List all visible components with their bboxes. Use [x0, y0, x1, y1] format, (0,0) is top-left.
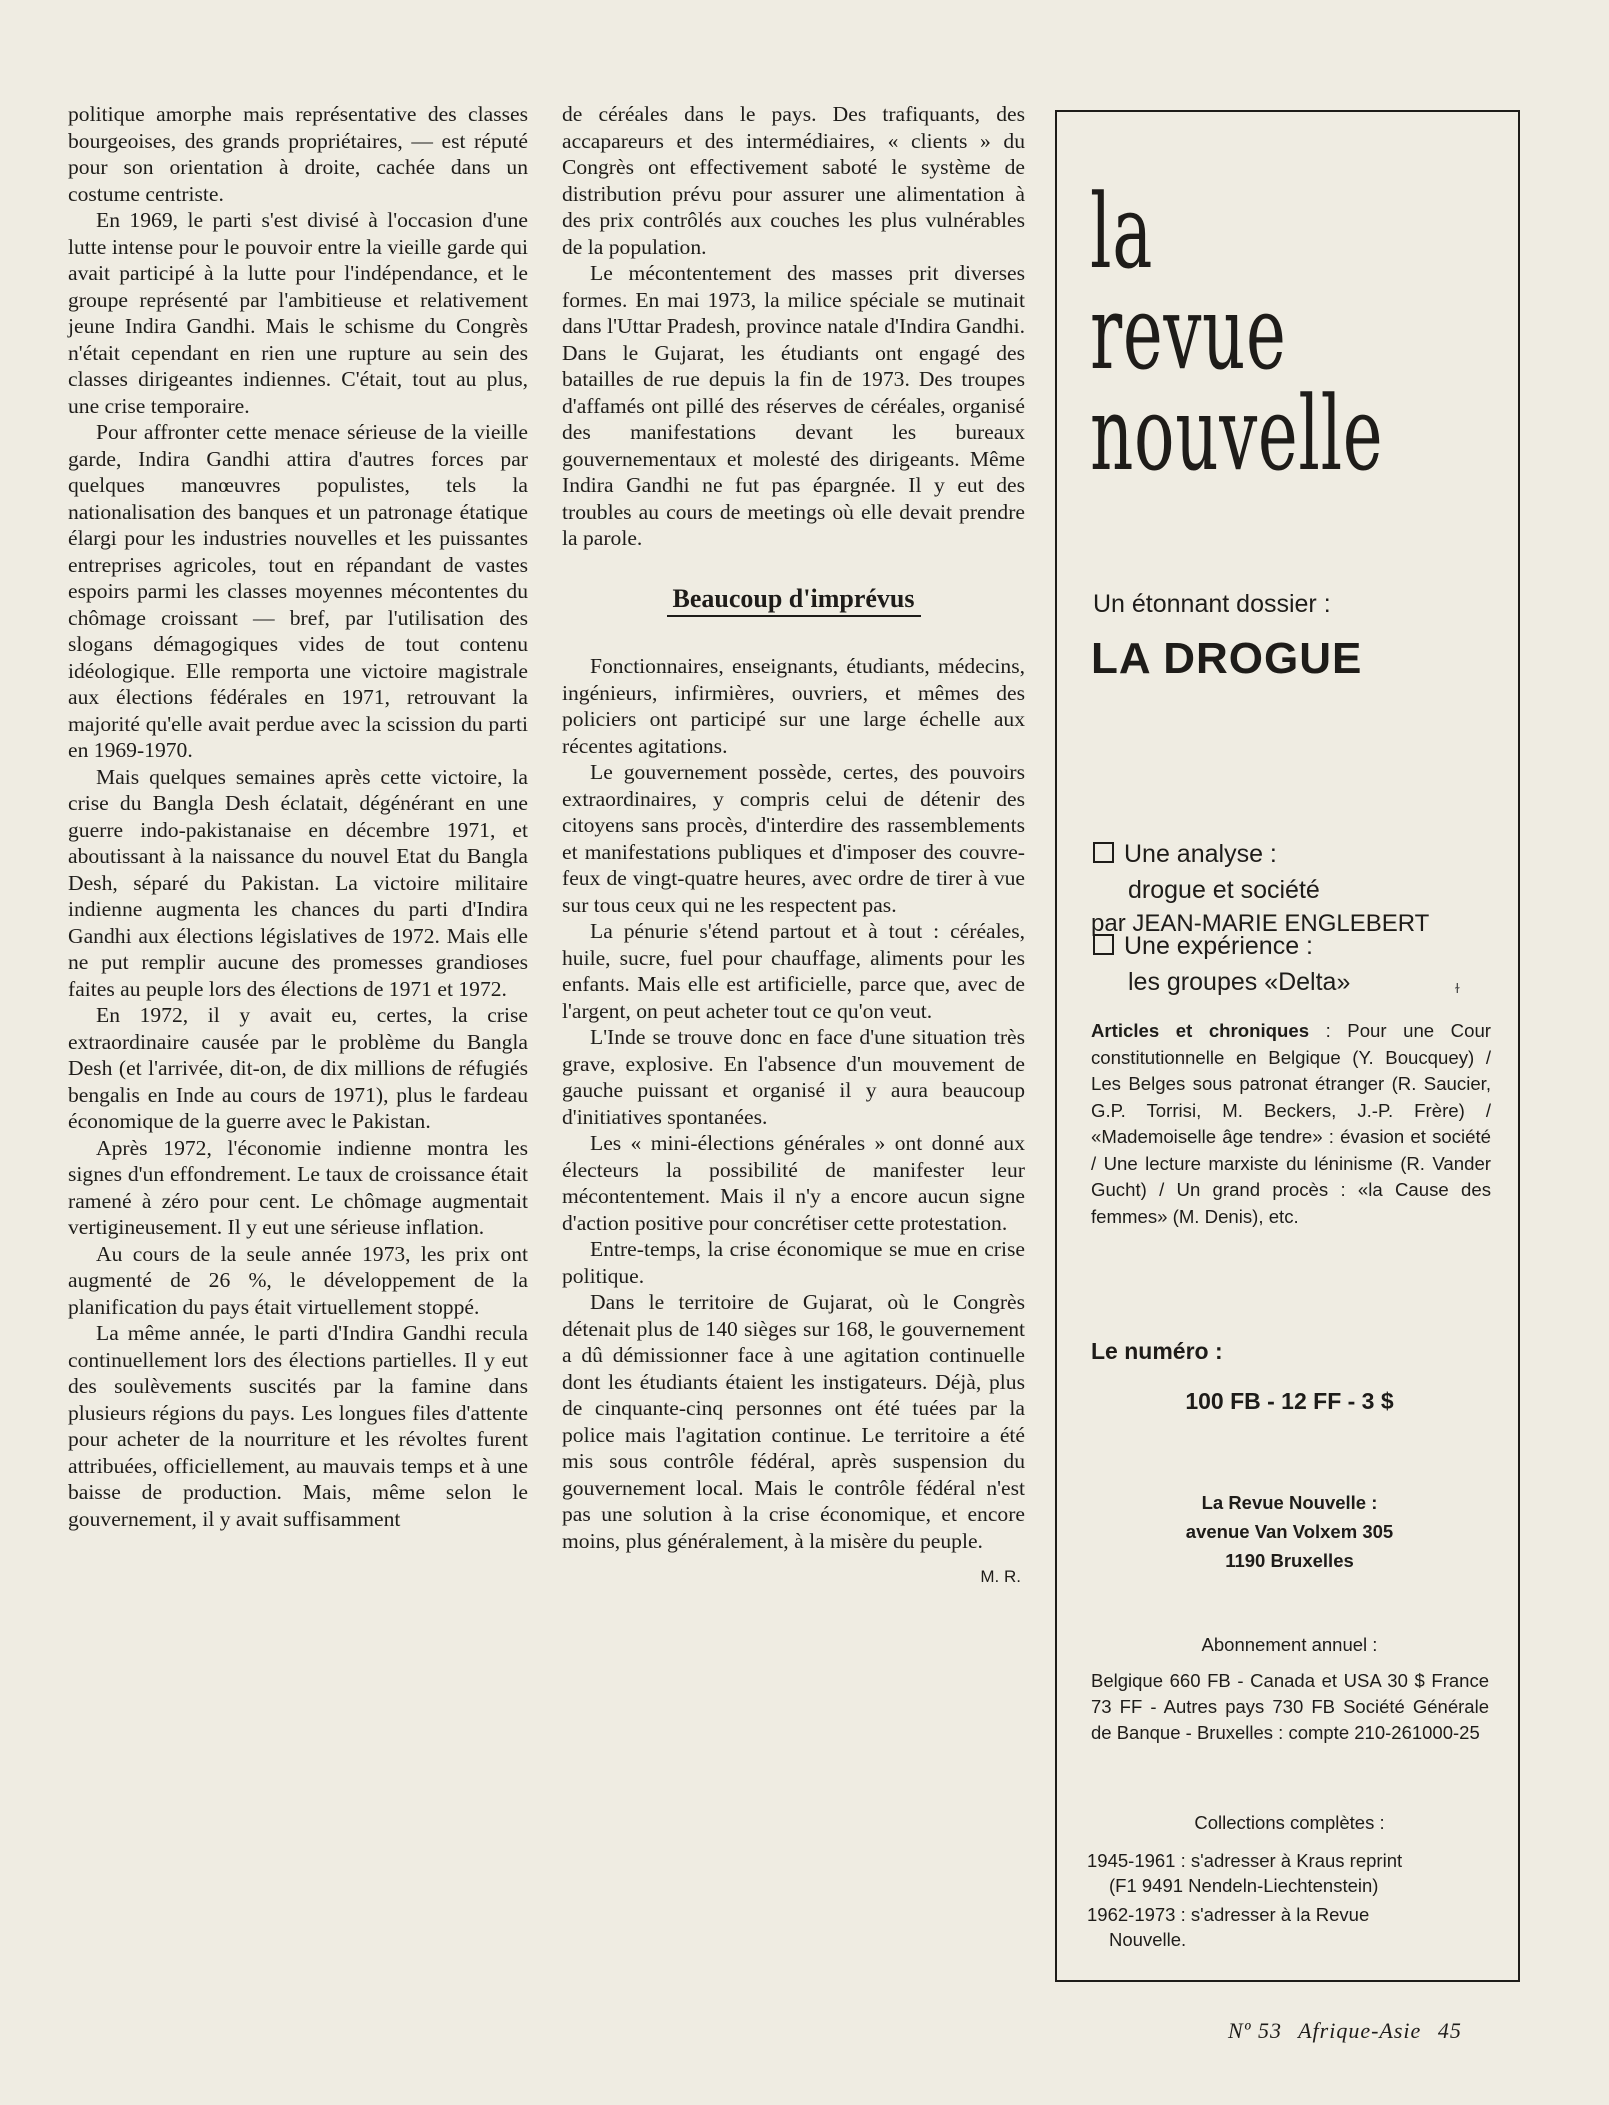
dossier-title: LA DROGUE	[1091, 634, 1363, 683]
paragraph: Entre-temps, la crise économique se mue en crise politique.	[562, 1237, 1025, 1288]
publisher-address	[1057, 1488, 1522, 1575]
masthead-line: nouvelle	[1090, 375, 1384, 494]
collection-line: (F1 9491 Nendeln-Liechtenstein)	[1109, 1875, 1379, 1896]
paragraph: Le mécontentement des masses prit diverses formes. En mai 1973, la milice spéciale se mutinait dans l'Uttar Pradesh, province natale d'Indira Gandhi. Dans le Gujarat, les étudiants ont engagé des batailles de rue depuis la fin de 1973. Des troupes d'affamés ont pillé des réserves de céréales, organisé des manifestations devant les bureaux gouvernementaux et molesté des dirigeants. Même Indira Gandhi ne fut pas épargnée. Il y eut des troubles au cours de meetings où elle devait prendre la parole.	[562, 261, 1025, 550]
page-number: 45	[1437, 2018, 1462, 2043]
paragraph: La pénurie s'étend partout et à tout : céréales, huile, sucre, fuel pour chauffage, aliments pour les enfants. Mais elle est artificielle, parce que, avec de l'argent, on peut acheter tout ce qu'on veut.	[562, 919, 1025, 1023]
checkbox-icon	[1093, 842, 1114, 863]
paragraph: La même année, le parti d'Indira Gandhi recula continuellement lors des élections partielles. Il y eut des soulèvements suscités par la famine dans plusieurs régions du pays. Les longues files d'attente pour acheter de la nourriture et les révoltes furent attribuées, officiellement, au mauvais temps et à une baisse de production. Mais, même selon le gouvernement, il y avait suffisamment	[68, 1321, 528, 1531]
article-column-2	[562, 101, 1025, 1591]
collection-line: 1962-1973 : s'adresser à la Revue	[1087, 1904, 1370, 1925]
paragraph: En 1969, le parti s'est divisé à l'occasion d'une lutte intense pour le pouvoir entre la vieille garde qui avait participé à la lutte pour l'indépendance, et le groupe représenté par l'ambitieuse et relativement jeune Indira Gandhi. Mais le schisme du Congrès n'était cependant en rien une rupture au sein des classes dirigeantes indiennes. C'était, tout au plus, une crise temporaire.	[68, 208, 528, 418]
paragraph: L'Inde se trouve donc en face d'une situation très grave, explosive. En l'absence d'un mouvement de gauche puissant et organisé il y aura beaucoup d'initiatives spontanées.	[562, 1025, 1025, 1129]
dossier-item-analyse	[1093, 836, 1320, 908]
paragraph: En 1972, il y avait eu, certes, la crise extraordinaire causée par le problème du Bangla Desh (et l'arrivée, dit-on, de dix millions de réfugiés bengalis en Inde au cours de 1971), plus le fardeau économique de la guerre avec le Pakistan.	[68, 1003, 528, 1133]
dossier-intro: Un étonnant dossier :	[1093, 590, 1331, 618]
address-line: avenue Van Volxem 305	[1185, 1521, 1394, 1542]
masthead-line: la	[1090, 173, 1153, 292]
paragraph: Au cours de la seule année 1973, les prix ont augmenté de 26 %, le développement de la planification du pays était virtuellement stoppé.	[68, 1241, 528, 1319]
issue-price-label: Le numéro :	[1091, 1338, 1223, 1364]
page-footer	[1228, 2018, 1472, 2044]
section-heading	[562, 583, 1025, 618]
paragraph: Fonctionnaires, enseignants, étudiants, médecins, ingénieurs, infirmières, ouvriers, et mêmes des policiers ont participé sur une large échelle aux récentes agitations.	[562, 654, 1025, 758]
paragraph: de céréales dans le pays. Des trafiquants, des accapareurs et des intermédiaires, « clients » du Congrès ont effectivement saboté le système de distribution prévu pour assurer une alimentation à des prix contrôlés aux couches les plus vulnérables de la population.	[562, 102, 1025, 259]
paragraph: Pour affronter cette menace sérieuse de la vieille garde, Indira Gandhi attira d'autres forces par quelques manœuvres populistes, tels la nationalisation des banques et un patronage étatique élargi pour les industries nouvelles et les puissantes entreprises agricoles, tout en répandant de vastes espoirs parmi les classes moyennes mécontentes du chômage croissant — bref, par l'utilisation des slogans démagogiques vides de tout contenu idéologique. Elle remporta une victoire magistrale aux élections fédérales en 1971, retrouvant la majorité qu'elle avait perdue avec la scission du parti en 1969-1970.	[68, 420, 528, 762]
subscription-details: Belgique 660 FB - Canada et USA 30 $ France 73 FF - Autres pays 730 FB Société Générale de Banque - Bruxelles : compte 210-261000-25	[1091, 1670, 1489, 1743]
dossier-item-subtitle: drogue et société	[1128, 876, 1320, 904]
paragraph: Après 1972, l'économie indienne montra les signes d'un effondrement. Le taux de croissance était ramené à zéro pour cent. Le chômage augmentait vertigineusement. Il y eut une sérieuse inflation.	[68, 1135, 528, 1239]
collection-entry	[1087, 1902, 1497, 1952]
articles-list	[1091, 1018, 1491, 1230]
magazine-name: Afrique-Asie	[1298, 2018, 1422, 2043]
articles-label: Articles et chroniques	[1091, 1020, 1310, 1041]
paragraph: Dans le territoire de Gujarat, où le Congrès détenait plus de 140 sièges sur 168, le gouvernement a dû démissionner face à une agitation continuelle dont les étudiants étaient les instigateurs. Déjà, plus de cinquante-cinq personnes ont été tuées par la police mais l'agitation continue. Le territoire a été mis sous contrôle fédéral, après suspension du gouvernement local. Mais le contrôle fédéral n'est pas une solution à la crise économique, et encore moins, plus généralement, à la misère du peuple.	[562, 1290, 1025, 1553]
dossier-item-title: Une analyse :	[1124, 840, 1277, 868]
article-column-1	[68, 101, 528, 1532]
ink-mark: ɫ	[1455, 980, 1460, 996]
articles-text: : Pour une Cour constitutionnelle en Belgique (Y. Boucquey) / Les Belges sous patronat étranger (R. Saucier, G.P. Torrisi, M. Beckers, J.-P. Frère) / «Mademoiselle âge tendre» : évasion et société / Une lecture marxiste du léninisme (R. Vander Gucht) / Un grand procès : «la Cause des femmes» (M. Denis), etc.	[1091, 1020, 1491, 1227]
dossier-author: par JEAN-MARIE ENGLEBERT	[1091, 910, 1430, 937]
author-signature: M. R.	[980, 1567, 1021, 1586]
paragraph: politique amorphe mais représentative des classes bourgeoises, des grands propriétaires, — est réputé pour son orientation à droite, cachée dans un costume centriste.	[68, 102, 528, 206]
issue-number: Nº 53	[1228, 2018, 1282, 2043]
section-heading-text: Beaucoup d'imprévus	[667, 586, 921, 618]
dossier-item-experience	[1093, 928, 1350, 1000]
address-line: La Revue Nouvelle :	[1201, 1492, 1378, 1513]
subscription-title: Abonnement annuel :	[1201, 1634, 1378, 1655]
paragraph: Mais quelques semaines après cette victoire, la crise du Bangla Desh éclatait, dégénérant en une guerre indo-pakistanaise en décembre 1971, et aboutissant à la naissance du nouvel Etat du Bangla Desh, séparé du Pakistan. La victoire militaire indienne augmenta les chances du parti d'Indira Gandhi aux élections législatives de 1972. Mais elle ne put remplir aucune des promesses grandioses faites au peuple lors des élections de 1971 et 1972.	[68, 764, 528, 1001]
dossier-item-title: Une expérience :	[1124, 932, 1314, 960]
paragraph: Le gouvernement possède, certes, des pouvoirs extraordinaires, y compris celui de détenir des citoyens sans procès, d'interdire des rassemblements et manifestations publiques et d'imposer des couvre-feux de vingt-quatre heures, avec ordre de tirer à vue sur tous ceux qui ne les respectent pas.	[562, 760, 1025, 917]
address-line: 1190 Bruxelles	[1225, 1550, 1354, 1571]
collection-line: Nouvelle.	[1109, 1929, 1187, 1950]
masthead-line: revue	[1090, 274, 1287, 393]
dossier-item-subtitle: les groupes «Delta»	[1128, 968, 1351, 996]
advertisement-box	[1055, 110, 1520, 1982]
collections-title: Collections complètes :	[1194, 1812, 1385, 1833]
collection-entry	[1087, 1848, 1497, 1898]
collection-line: 1945-1961 : s'adresser à Kraus reprint	[1087, 1850, 1403, 1871]
issue-price: 100 FB - 12 FF - 3 $	[1185, 1388, 1394, 1414]
paragraph: Les « mini-élections générales » ont donné aux électeurs la possibilité de manifester leur mécontentement. Mais il n'y a encore aucun signe d'action positive pour concrétiser cette protestation.	[562, 1131, 1025, 1235]
magazine-masthead	[1090, 173, 1384, 494]
dossier-item-line	[1093, 836, 1320, 872]
